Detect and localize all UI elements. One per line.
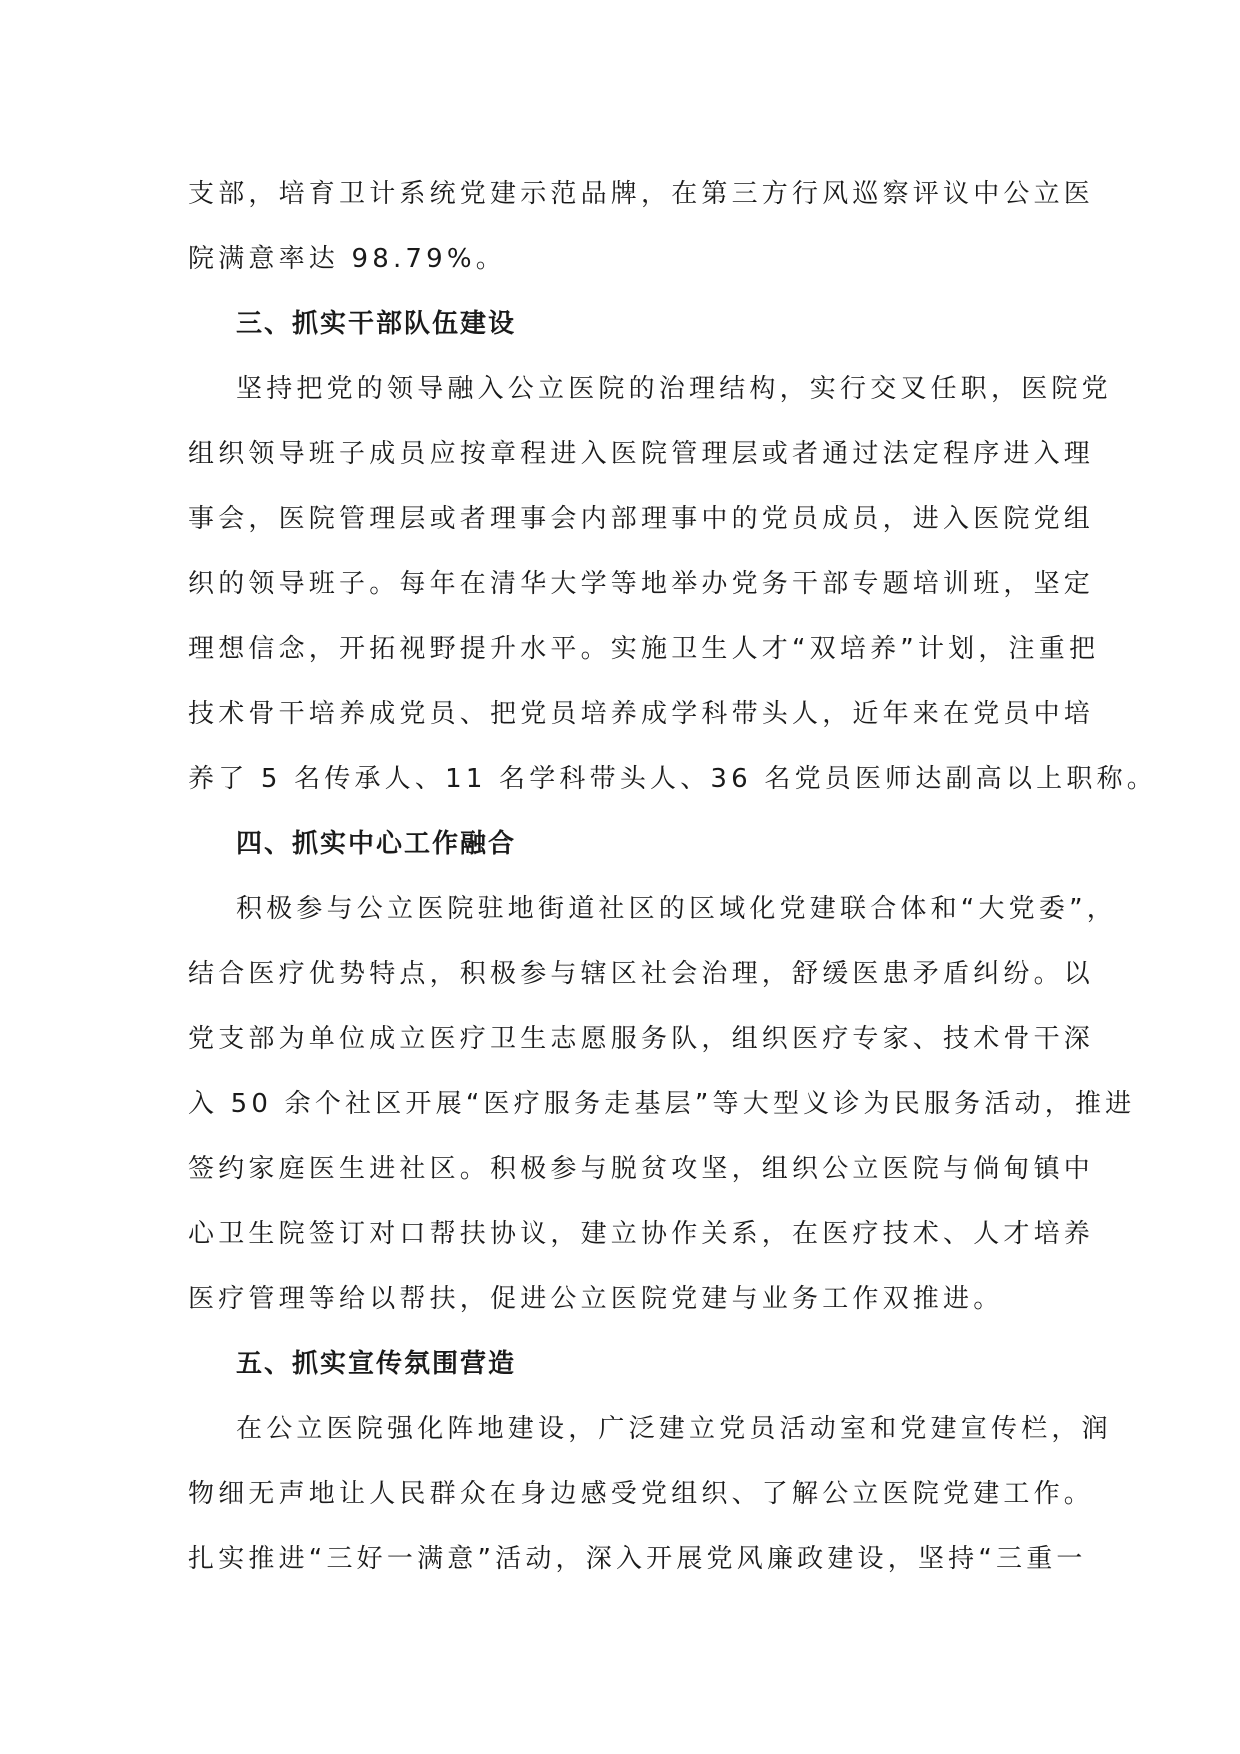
paragraph-line: 积极参与公立医院驻地街道社区的区域化党建联合体和“大党委”， bbox=[236, 894, 1117, 924]
paragraph-line: 结合医疗优势特点，积极参与辖区社会治理，舒缓医患矛盾纠纷。以 bbox=[188, 959, 1095, 989]
paragraph-line: 技术骨干培养成党员、把党员培养成学科带头人，近年来在党员中培 bbox=[188, 699, 1095, 729]
paragraph-line: 织的领导班子。每年在清华大学等地举办党务干部专题培训班，坚定 bbox=[188, 569, 1095, 599]
paragraph-line: 签约家庭医生进社区。积极参与脱贫攻坚，组织公立医院与倘甸镇中 bbox=[188, 1154, 1095, 1184]
section-heading-3: 三、抓实干部队伍建设 bbox=[236, 309, 517, 339]
paragraph-line: 理想信念，开拓视野提升水平。实施卫生人才“双培养”计划，注重把 bbox=[188, 634, 1100, 664]
paragraph-line: 组织领导班子成员应按章程进入医院管理层或者通过法定程序进入理 bbox=[188, 439, 1095, 469]
paragraph-line: 物细无声地让人民群众在身边感受党组织、了解公立医院党建工作。 bbox=[188, 1479, 1095, 1509]
paragraph-line: 在公立医院强化阵地建设，广泛建立党员活动室和党建宣传栏，润 bbox=[236, 1414, 1112, 1444]
paragraph-line: 党支部为单位成立医疗卫生志愿服务队，组织医疗专家、技术骨干深 bbox=[188, 1024, 1095, 1054]
paragraph-line: 事会，医院管理层或者理事会内部理事中的党员成员，进入医院党组 bbox=[188, 504, 1095, 534]
document-body bbox=[188, 162, 1157, 1592]
paragraph-line: 心卫生院签订对口帮扶协议，建立协作关系，在医疗技术、人才培养 bbox=[188, 1219, 1095, 1249]
paragraph-line: 扎实推进“三好一满意”活动，深入开展党风廉政建设，坚持“三重一 bbox=[188, 1544, 1087, 1574]
paragraph-line: 养了 5 名传承人、11 名学科带头人、36 名党员医师达副高以上职称。 bbox=[188, 764, 1157, 794]
paragraph-line: 支部，培育卫计系统党建示范品牌，在第三方行风巡察评议中公立医 bbox=[188, 179, 1095, 209]
paragraph-line: 医疗管理等给以帮扶，促进公立医院党建与业务工作双推进。 bbox=[188, 1284, 1004, 1314]
section-heading-4: 四、抓实中心工作融合 bbox=[236, 829, 517, 859]
section-heading-5: 五、抓实宣传氛围营造 bbox=[236, 1349, 517, 1379]
paragraph-line: 入 50 余个社区开展“医疗服务走基层”等大型义诊为民服务活动，推进 bbox=[188, 1089, 1136, 1119]
paragraph-line: 院满意率达 98.79%。 bbox=[188, 244, 507, 274]
paragraph-line: 坚持把党的领导融入公立医院的治理结构，实行交叉任职，医院党 bbox=[236, 374, 1112, 404]
